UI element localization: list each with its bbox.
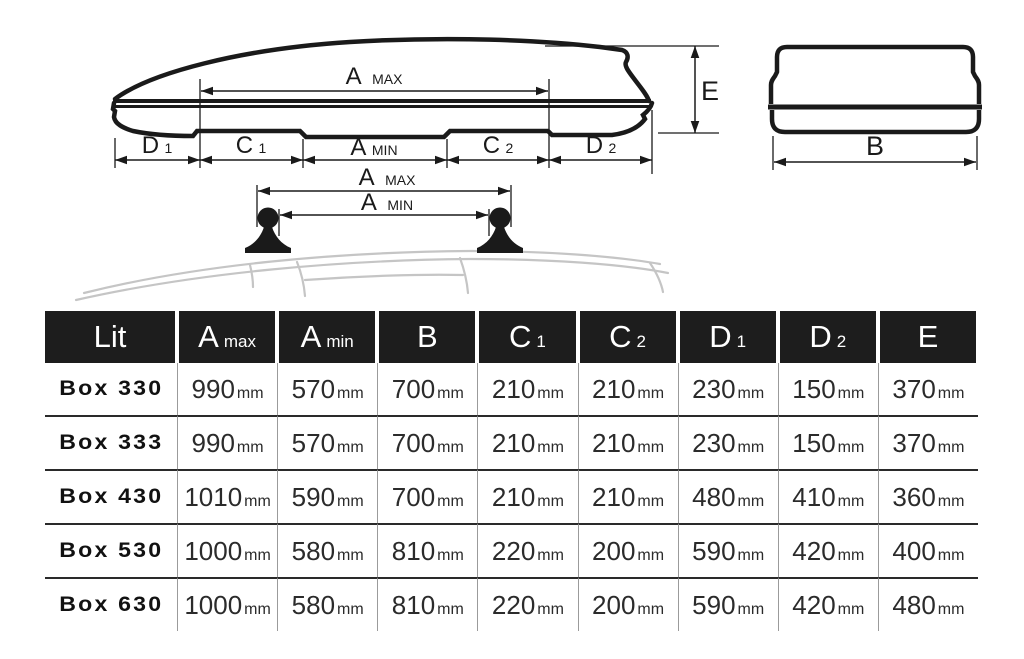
table-cell: 210 mm [578, 469, 678, 523]
table-cell: 220 mm [477, 577, 577, 631]
spec-table [45, 311, 978, 631]
table-row-model: Box 330 [45, 363, 177, 415]
table-cell: 150 mm [778, 363, 878, 415]
table-cell: 410 mm [778, 469, 878, 523]
rear-view-diagram [768, 47, 982, 170]
table-row-model: Box 530 [45, 523, 177, 577]
table-cell: 230 mm [678, 415, 778, 469]
table-row-model: Box 430 [45, 469, 177, 523]
table-header-amin: Amin [279, 311, 375, 363]
table-cell: 480 mm [678, 469, 778, 523]
dimension-diagram [0, 0, 1024, 305]
table-cell: 210 mm [477, 363, 577, 415]
dim-label-e: E [700, 76, 720, 106]
table-header-b: B [379, 311, 475, 363]
table-cell: 210 mm [477, 415, 577, 469]
table-cell: 990 mm [177, 415, 277, 469]
dim-label-amax-bars: A MAX [358, 164, 416, 191]
table-cell: 230 mm [678, 363, 778, 415]
car-roof-sketch [76, 251, 668, 300]
table-cell: 150 mm [778, 415, 878, 469]
dim-label-d1: D 1 [141, 132, 173, 159]
table-cell: 1000 mm [177, 523, 277, 577]
table-cell: 700 mm [377, 415, 477, 469]
table-cell: 400 mm [878, 523, 978, 577]
table-cell: 200 mm [578, 523, 678, 577]
dim-label-amax: A MAX [345, 63, 403, 90]
table-cell: 590 mm [277, 469, 377, 523]
table-cell: 580 mm [277, 523, 377, 577]
dim-label-c1: C 1 [235, 132, 267, 159]
dim-label-c2: C 2 [482, 132, 514, 159]
dim-label-amin-bars: A MIN [360, 189, 414, 216]
dim-label-b: B [865, 131, 885, 161]
table-cell: 1010 mm [177, 469, 277, 523]
table-header-c1: C 1 [479, 311, 575, 363]
table-row-model: Box 630 [45, 577, 177, 631]
table-header-e: E [880, 311, 976, 363]
table-header-d1: D 1 [680, 311, 776, 363]
table-cell: 590 mm [678, 523, 778, 577]
side-view-diagram [113, 39, 719, 174]
table-header-c2: C 2 [580, 311, 676, 363]
dim-label-amin-chain: A MIN [350, 134, 398, 161]
table-cell: 1000 mm [177, 577, 277, 631]
dim-label-d2: D 2 [585, 132, 617, 159]
table-cell: 200 mm [578, 577, 678, 631]
table-cell: 810 mm [377, 577, 477, 631]
table-cell: 810 mm [377, 523, 477, 577]
table-cell: 700 mm [377, 363, 477, 415]
table-header-amax: Amax [179, 311, 275, 363]
table-cell: 210 mm [578, 363, 678, 415]
table-cell: 210 mm [477, 469, 577, 523]
table-cell: 210 mm [578, 415, 678, 469]
mount-spacing-diagram [245, 164, 523, 253]
table-cell: 580 mm [277, 577, 377, 631]
table-cell: 370 mm [878, 363, 978, 415]
table-cell: 370 mm [878, 415, 978, 469]
table-cell: 360 mm [878, 469, 978, 523]
table-cell: 570 mm [277, 415, 377, 469]
table-header-lit: Lit [45, 311, 175, 363]
table-cell: 420 mm [778, 577, 878, 631]
table-cell: 570 mm [277, 363, 377, 415]
table-cell: 590 mm [678, 577, 778, 631]
table-cell: 480 mm [878, 577, 978, 631]
table-header-d2: D 2 [780, 311, 876, 363]
table-row-model: Box 333 [45, 415, 177, 469]
table-cell: 700 mm [377, 469, 477, 523]
table-cell: 220 mm [477, 523, 577, 577]
table-cell: 420 mm [778, 523, 878, 577]
table-cell: 990 mm [177, 363, 277, 415]
